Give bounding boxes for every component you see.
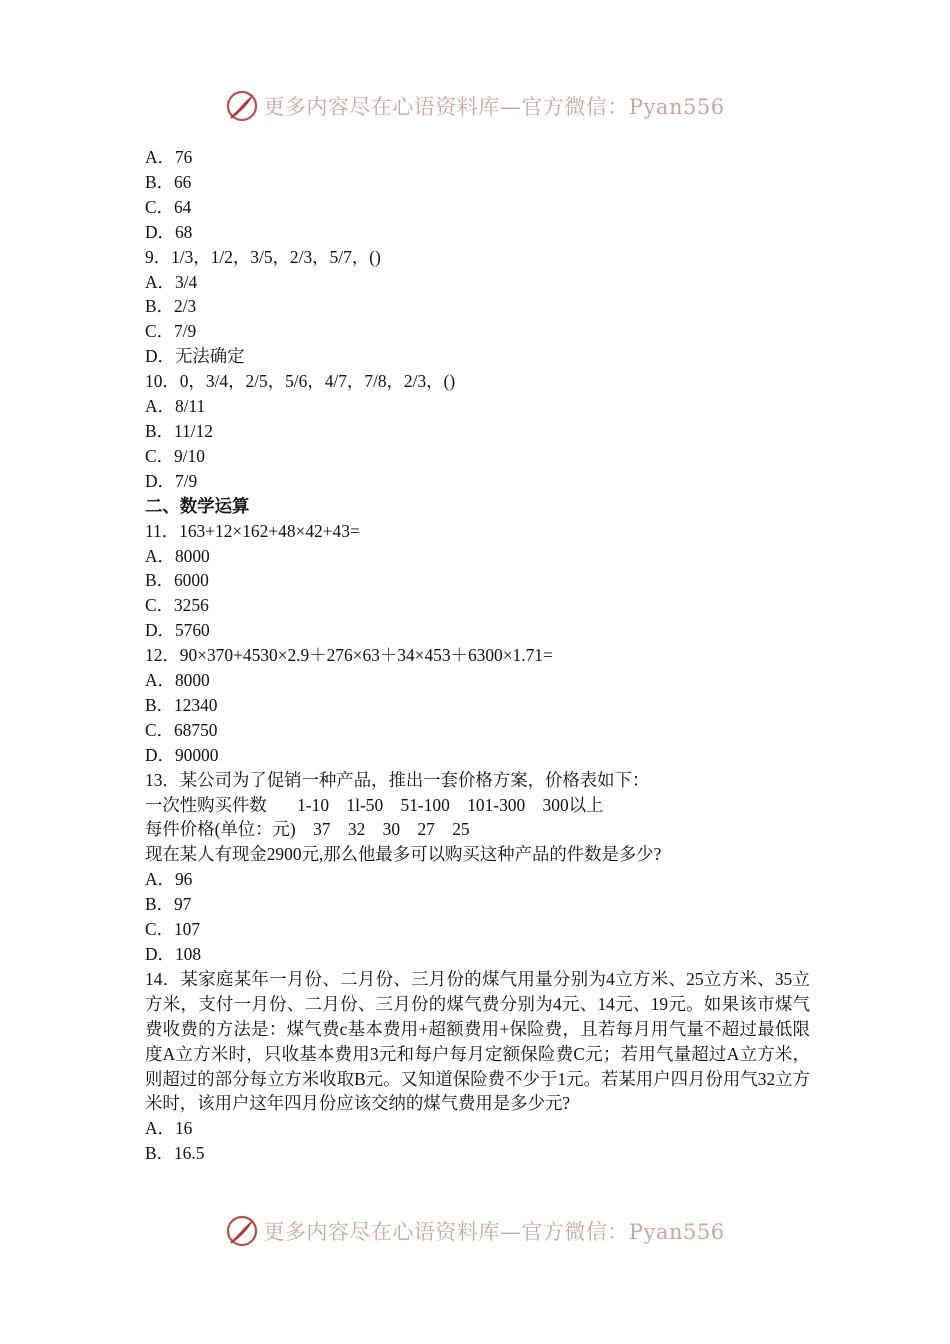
option-line: B．16.5: [145, 1143, 205, 1164]
option-line: B．11/12: [145, 420, 213, 441]
quill-pen-logo-icon: [225, 89, 259, 123]
option-line: B．97: [145, 894, 192, 915]
option-line: A．16: [145, 1118, 193, 1139]
option-line: C．107: [145, 919, 201, 940]
option-line: A．8000: [145, 545, 210, 566]
option-line: A．8000: [145, 670, 210, 691]
section-heading: 二、数学运算: [145, 495, 250, 516]
question-9: 9．1/3，1/2，3/5，2/3，5/7，(): [145, 246, 381, 267]
option-line: C．7/9: [145, 321, 197, 342]
option-line: C．3256: [145, 595, 209, 616]
option-line: A．76: [145, 147, 193, 167]
option-line: C．68750: [145, 719, 218, 740]
question-13-ask: 现在某人有现金2900元,那么他最多可以购买这种产品的件数是多少?: [145, 844, 662, 865]
header-banner: [0, 84, 950, 128]
footer-banner: [0, 1209, 950, 1253]
question-14: 14．某家庭某年一月份、二月份、三月份的煤气用量分别为4立方米、25立方米、35立方米，支付一月份、二月份、三月份的煤气费分别为4元、14元、19元。如果该市煤气费收费的方法是：煤气费c基本费用+超额费用+保险费，且若每月用气量不超过最低限度A立方米时，只收基本费用3元和每户每月定额保险费C元；若用气量超过A立方米，则超过的部分每立方米收取B元。又知道保险费不少于1元。若某用户四月份用气32立方米时，该用户这年四月份应该交纳的煤气费用是多少元?: [145, 968, 810, 1114]
option-line: C．64: [145, 196, 192, 217]
option-line: D．无法确定: [145, 346, 245, 367]
question-10: 10．0，3/4，2/5，5/6，4/7，7/8，2/3，(): [145, 371, 456, 392]
option-line: B．66: [145, 171, 192, 192]
document-body: [145, 145, 810, 1166]
option-line: B．2/3: [145, 296, 197, 317]
banner-text: 更多内容尽在心语资料库—官方微信：Pyan556: [263, 95, 725, 119]
question-11: 11．163+12×162+48×42+43=: [145, 520, 360, 541]
option-line: B．6000: [145, 570, 209, 591]
banner-text: 更多内容尽在心语资料库—官方微信：Pyan556: [263, 1220, 725, 1244]
price-table-row-quantity: 一次性购买件数 1-10 1l-50 51-100 101-300 300以上: [145, 794, 604, 815]
option-line: D．7/9: [145, 470, 198, 491]
quill-pen-logo-icon: [225, 1214, 259, 1248]
option-line: A．96: [145, 869, 193, 890]
option-line: A．3/4: [145, 271, 198, 292]
question-13: 13．某公司为了促销一种产品，推出一套价格方案，价格表如下：: [145, 769, 650, 790]
option-line: B．12340: [145, 694, 218, 715]
question-12: 12．90×370+4530×2.9＋276×63＋34×453＋6300×1.71=: [145, 645, 553, 666]
option-line: A．8/11: [145, 396, 206, 417]
option-line: C．9/10: [145, 445, 205, 466]
price-table-row-price: 每件价格(单位：元) 37 32 30 27 25: [145, 819, 470, 840]
option-line: D．5760: [145, 620, 210, 641]
option-line: D．108: [145, 944, 202, 964]
option-line: D．90000: [145, 744, 219, 765]
option-line: D．68: [145, 221, 193, 242]
